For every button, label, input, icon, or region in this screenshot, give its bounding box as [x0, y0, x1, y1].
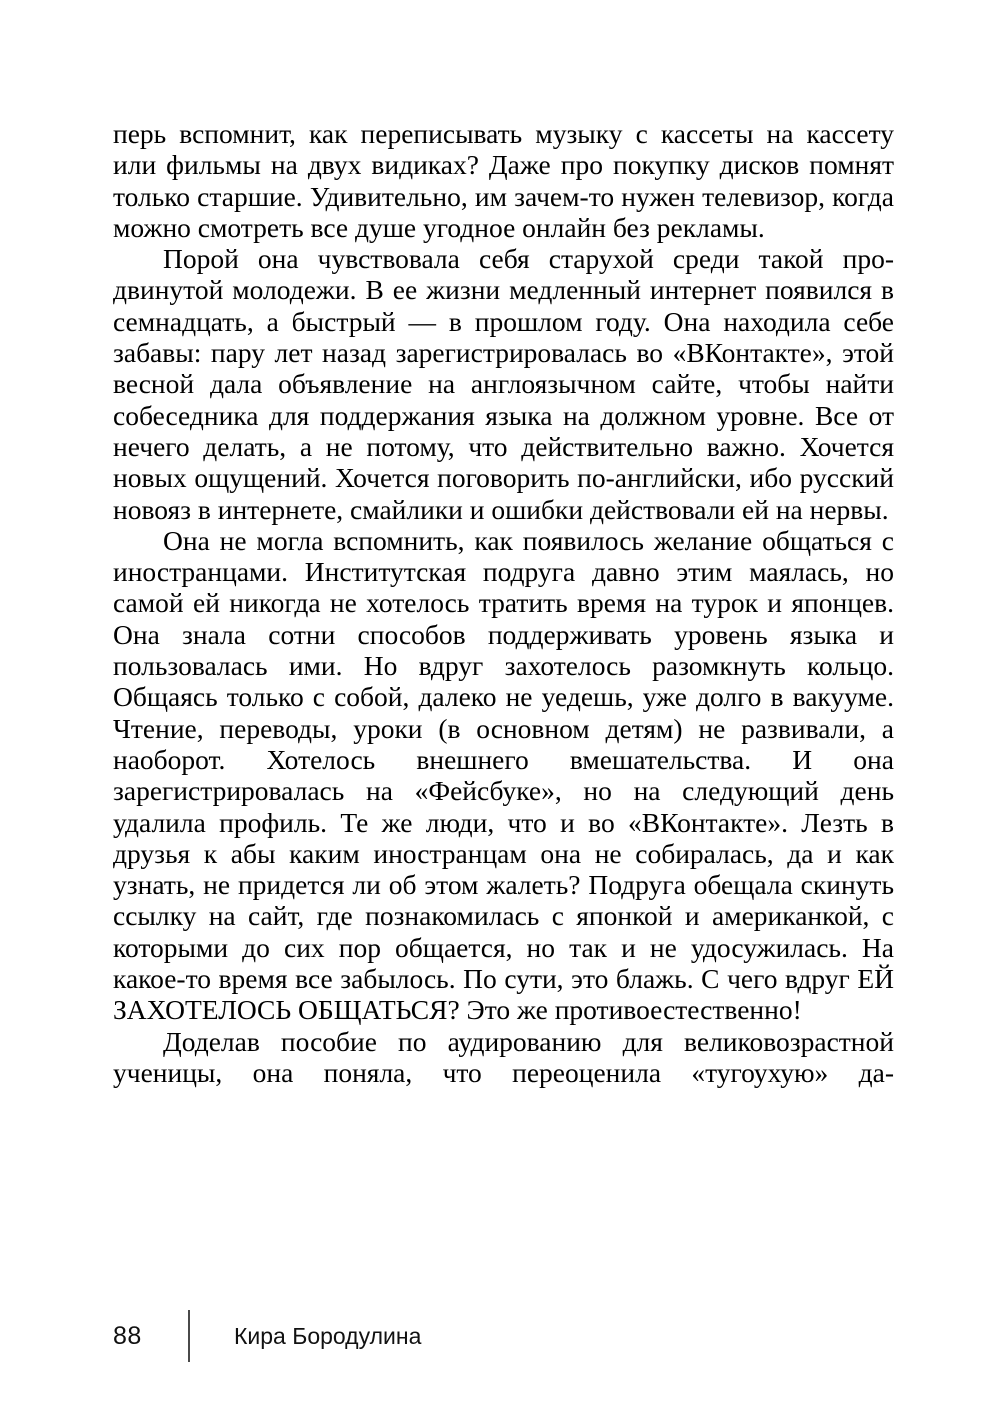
page-number: 88: [113, 1321, 142, 1350]
footer-divider: [188, 1310, 190, 1362]
paragraph-continuation: перь вспомнит, как переписывать музыку с кассеты на кассету или фильмы на двух видиках? Даже про покупку дисков помнят только старшие. Удивительно, им зачем-то нужен телевизор, когда можно смотреть все душе угодное онлайн без рекламы.: [113, 118, 894, 243]
paragraph-4-partial: Доделав пособие по аудированию для великовозрастной ученицы, она поняла, что переоценила «тугоухую» да-: [113, 1025, 894, 1088]
page-footer: [113, 1306, 894, 1366]
paragraph-3: Она не могла вспомнить, как появилось желание общаться с иностранцами. Институтская подруга давно этим маялась, но самой ей никогда не хотелось тратить время на турок и японцев. Она знала сотни способов поддерживать уровень языка и пользовалась ими. Но вдруг захотелось разомкнуть кольцо. Общаясь только с собой, далеко не уедешь, уже долго в вакууме. Чтение, переводы, уроки (в основном детям) не развивали, а наоборот. Хотелось внешнего вмешательства. И она зарегистрировалась на «Фейсбуке», но на следующий день удалила профиль. Те же люди, что и во «ВКонтакте». Лезть в друзья к абы каким иностранцам она не собиралась, да и как узнать, не придется ли об этом жалеть? Подруга обещала скинуть ссылку на сайт, где познакомилась с японкой и американкой, с которыми до сих пор общается, но так и не удосужилась. На какое-то время все забылось. По сути, это блажь. С чего вдруг ЕЙ ЗАХОТЕЛОСЬ ОБЩАТЬСЯ? Это же противоестественно!: [113, 524, 894, 1026]
page-text-block: [113, 118, 894, 1088]
running-author-name: Кира Бородулина: [234, 1322, 422, 1349]
paragraph-2: Порой она чувствовала себя старухой среди такой продвинутой молодежи. В ее жизни медленный интернет появился в семнадцать, а быстрый — в прошлом году. Она находила себе забавы: пару лет назад зарегистрировалась во «ВКонтакте», этой весной дала объявление на англоязычном сайте, чтобы найти собеседника для поддержания языка на должном уровне. Все от нечего делать, а не потому, что действительно важно. Хочется новых ощущений. Хочется поговорить по-английски, ибо русский новояз в интернете, смайлики и ошибки действовали ей на нервы.: [113, 243, 894, 525]
